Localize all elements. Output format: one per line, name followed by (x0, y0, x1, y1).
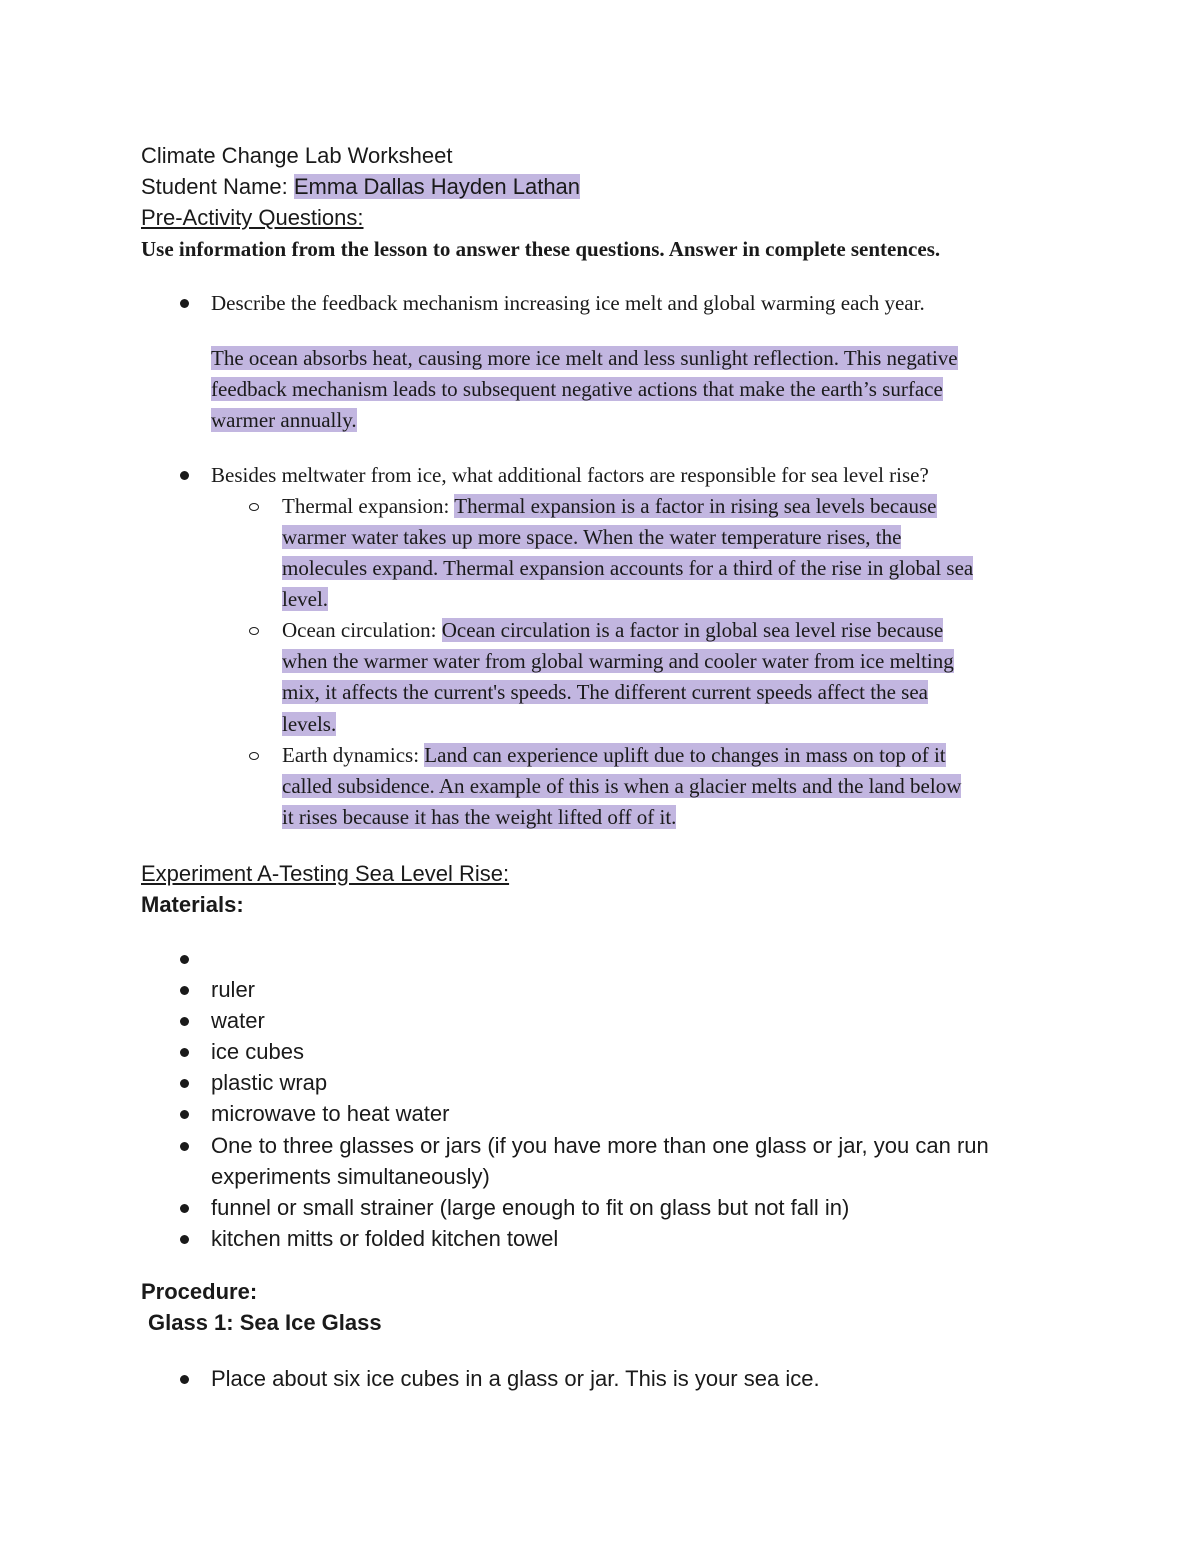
answer-1-line: The ocean absorbs heat, causing more ice melt and less sunlight reflection. This negative (211, 346, 958, 370)
answer-1-line: feedback mechanism leads to subsequent negative actions that make the earth’s surface (211, 377, 943, 401)
material-item: ice cubes (211, 1039, 304, 1064)
bullet-icon (180, 986, 189, 995)
bullet-icon (180, 1142, 189, 1151)
factor-thermal-expansion: Thermal expansion: Thermal expansion is a factor in rising sea levels because (282, 494, 937, 518)
bullet-icon (180, 1048, 189, 1057)
factor-label: Thermal expansion: (282, 494, 455, 518)
material-item: microwave to heat water (211, 1101, 450, 1126)
factor-answer-line: it rises because it has the weight lifted off of it. (282, 805, 677, 829)
question-2: Besides meltwater from ice, what additional factors are responsible for sea level rise? (211, 463, 929, 487)
factor-earth-dynamics: Earth dynamics: Land can experience uplift due to changes in mass on top of it (282, 743, 946, 767)
bullet-icon (180, 1204, 189, 1213)
bullet-icon (180, 299, 189, 308)
factor-label: Earth dynamics: (282, 743, 425, 767)
bullet-icon (180, 471, 189, 480)
pre-activity-heading: Pre-Activity Questions: (141, 205, 364, 230)
question-1: Describe the feedback mechanism increasing ice melt and global warming each year. (211, 291, 925, 315)
student-name-row (141, 171, 580, 202)
bullet-icon (180, 1110, 189, 1119)
material-item: ruler (211, 977, 256, 1002)
bullet-icon (180, 1017, 189, 1026)
bullet-icon (180, 955, 189, 964)
document-title: Climate Change Lab Worksheet (141, 143, 453, 168)
bullet-icon (180, 1375, 189, 1384)
answer-1-line: warmer annually. (211, 408, 357, 432)
procedure-step: Place about six ice cubes in a glass or jar. This is your sea ice. (211, 1366, 820, 1391)
material-item: funnel or small strainer (large enough to fit on glass but not fall in) (211, 1195, 850, 1220)
hollow-bullet-icon (249, 752, 259, 760)
hollow-bullet-icon (249, 627, 259, 635)
material-item: kitchen mitts or folded kitchen towel (211, 1226, 559, 1251)
experiment-heading: Experiment A-Testing Sea Level Rise: (141, 861, 510, 886)
factor-label: Ocean circulation: (282, 618, 442, 642)
hollow-bullet-icon (249, 503, 259, 511)
factor-answer-line: warmer water takes up more space. When the water temperature rises, the (282, 525, 902, 549)
material-item: plastic wrap (211, 1070, 328, 1095)
student-name-label: Student Name: (141, 174, 294, 199)
factor-answer-line: mix, it affects the current's speeds. The different current speeds affect the sea (282, 680, 928, 704)
factor-answer-line: molecules expand. Thermal expansion accounts for a third of the rise in global sea (282, 556, 974, 580)
factor-answer-line: level. (282, 587, 329, 611)
glass-1-label: Glass 1: Sea Ice Glass (148, 1310, 382, 1335)
student-name-value: Emma Dallas Hayden Lathan (293, 174, 581, 199)
material-item: One to three glasses or jars (if you have more than one glass or jar, you can run (211, 1133, 989, 1158)
factor-ocean-circulation: Ocean circulation: Ocean circulation is a factor in global sea level rise because (282, 618, 944, 642)
material-item-continued: experiments simultaneously) (211, 1164, 490, 1189)
factor-answer-line: called subsidence. An example of this is when a glacier melts and the land below (282, 774, 962, 798)
factor-answer-line: when the warmer water from global warming and cooler water from ice melting (282, 649, 954, 673)
bullet-icon (180, 1079, 189, 1088)
instructions: Use information from the lesson to answer these questions. Answer in complete sentences. (141, 237, 941, 261)
procedure-label: Procedure: (141, 1279, 258, 1304)
materials-label: Materials: (141, 892, 244, 917)
factor-answer-line: levels. (282, 712, 337, 736)
bullet-icon (180, 1235, 189, 1244)
material-item: water (211, 1008, 265, 1033)
